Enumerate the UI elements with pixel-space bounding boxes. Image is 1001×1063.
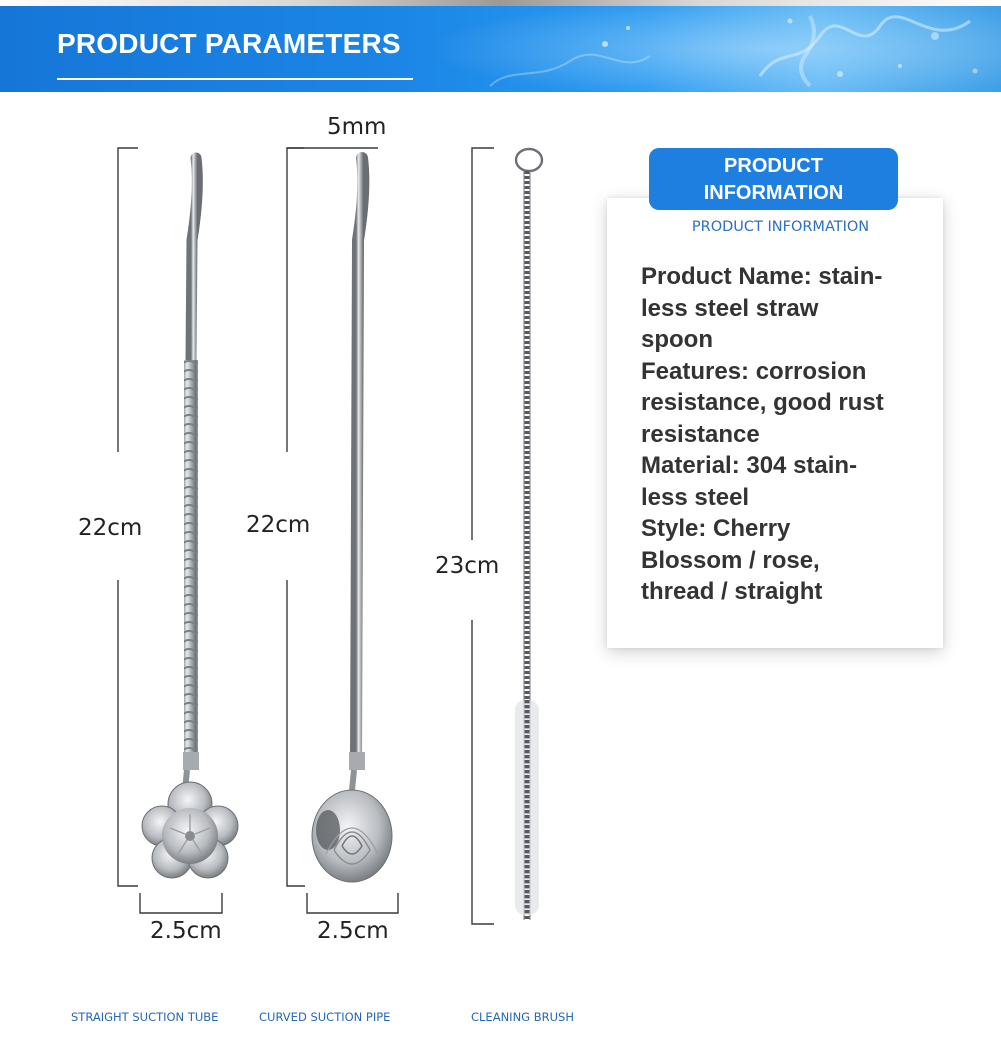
badge-title-line-1: PRODUCT	[724, 155, 823, 177]
straight-tube-width-label: 2.5cm	[150, 918, 222, 944]
info-line: Style: Cherry	[641, 515, 791, 542]
product-info-title-badge	[649, 148, 898, 210]
curved-suction-pipe-drawing	[312, 158, 392, 882]
info-line: less steel straw	[641, 294, 819, 322]
water-splash-decoration	[430, 6, 1001, 92]
info-line: Material: 304 stain-	[641, 452, 858, 479]
straight-tube-length-label: 22cm	[78, 515, 143, 541]
info-line: resistance, good rust	[641, 389, 884, 416]
brush-dimension-lines	[472, 148, 494, 924]
product-illustration	[0, 100, 600, 1000]
title-underline	[57, 78, 413, 80]
caption-cleaning-brush: CLEANING BRUSH	[471, 1010, 574, 1024]
straight-suction-tube-drawing	[142, 158, 238, 878]
info-line: thread / straight	[641, 578, 823, 605]
info-line: resistance	[641, 420, 760, 448]
product-info-subtitle: PRODUCT INFORMATION	[691, 219, 870, 235]
page-title: PRODUCT PARAMETERS	[57, 28, 401, 59]
curved-pipe-width-label: 2.5cm	[317, 918, 389, 944]
caption-straight-suction-tube: STRAIGHT SUCTION TUBE	[71, 1010, 219, 1024]
curved-pipe-diameter-label: 5mm	[327, 114, 387, 140]
cleaning-brush-drawing	[515, 149, 542, 920]
header-banner	[0, 6, 1001, 92]
brush-length-label: 23cm	[435, 553, 500, 579]
info-line: less steel	[641, 483, 750, 511]
info-line: Blossom / rose,	[641, 546, 820, 574]
info-line: Features: corrosion	[641, 357, 867, 385]
info-line: spoon	[641, 326, 713, 353]
caption-curved-suction-pipe: CURVED SUCTION PIPE	[259, 1010, 391, 1024]
badge-title-line-2: INFORMATION	[703, 182, 844, 204]
info-line: Product Name: stain-	[641, 263, 883, 290]
curved-pipe-length-label: 22cm	[246, 512, 311, 538]
product-info-text	[641, 261, 931, 608]
